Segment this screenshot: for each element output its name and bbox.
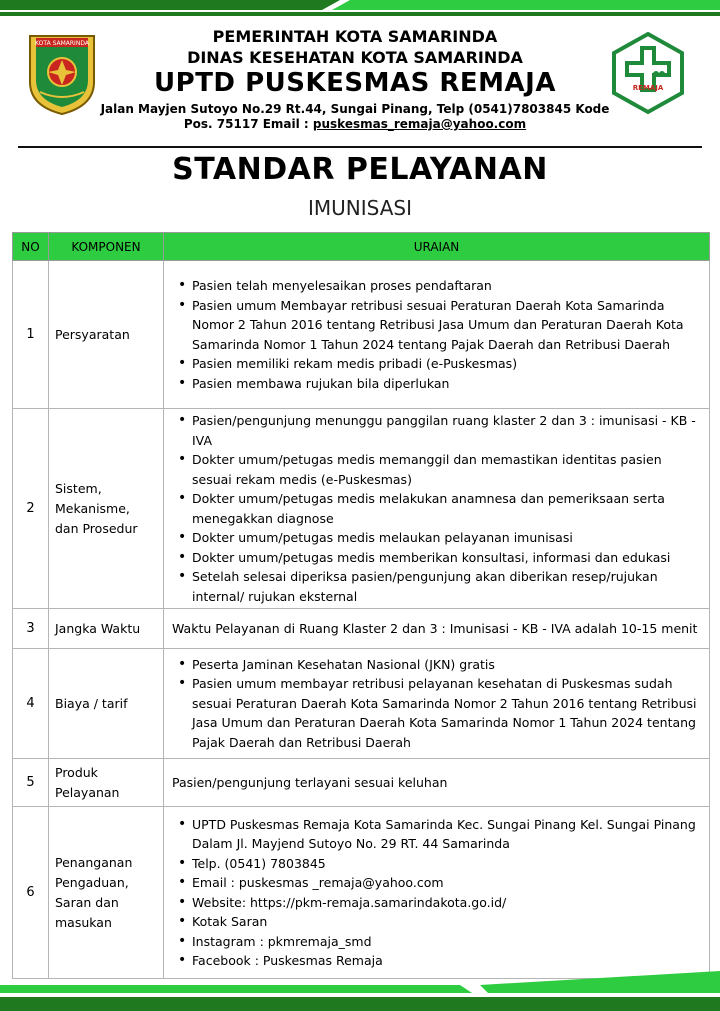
list-item: • UPTD Puskesmas Remaja Kota Samarinda Kec. Sungai Pinang Kel. Sungai Pinang Dalam Jl. Mayjend Sutoyo No. 29 RT. 44 Samarinda: [172, 815, 701, 854]
list-item: • Dokter umum/petugas medis memberikan konsultasi, informasi dan edukasi: [172, 548, 701, 568]
letterhead: [0, 20, 720, 148]
list-item: • Pasien/pengunjung menunggu panggilan ruang klaster 2 dan 3 : imunisasi - KB - IVA: [172, 411, 701, 450]
institution-name: UPTD PUSKESMAS REMAJA: [154, 68, 556, 98]
row-number: 6: [13, 807, 49, 979]
list-item: • Pasien umum membayar retribusi pelayanan kesehatan di Puskesmas sudah sesuai Peraturan Daerah Kota Samarinda Nomor 2 Tahun 2016 tentang Retribusi Jasa Umum dan Peraturan Daerah Kota Samarinda Nomor 1 Tahun 2024 tentang Pajak Daerah dan Retribusi Daerah: [172, 674, 701, 752]
logo-lettering: REMAJA: [632, 84, 664, 92]
table-row-persyaratan: [13, 261, 710, 409]
table-row-prosedur: [13, 409, 710, 609]
kota-samarinda-crest-icon: [24, 30, 100, 116]
table-row-pengaduan: [13, 807, 710, 979]
header-uraian: URAIAN: [164, 233, 710, 261]
row-description: [164, 807, 710, 979]
list-item: • Kotak Saran: [172, 912, 701, 932]
row-number: 3: [13, 609, 49, 649]
department-name: DINAS KESEHATAN KOTA SAMARINDA: [187, 48, 523, 67]
table-row-biaya: [13, 649, 710, 759]
header-komponen: KOMPONEN: [49, 233, 164, 261]
row-description: [164, 261, 710, 409]
table-header-row: [13, 233, 710, 261]
row-component: Jangka Waktu: [49, 609, 164, 649]
header-divider: [18, 146, 702, 148]
letterhead-text: [100, 26, 610, 132]
header-no: NO: [13, 233, 49, 261]
list-item: • Peserta Jaminan Kesehatan Nasional (JKN) gratis: [172, 655, 701, 675]
table-row-produk: [13, 759, 710, 807]
row-component: Penanganan Pengaduan, Saran dan masukan: [49, 807, 164, 979]
row-component: Biaya / tarif: [49, 649, 164, 759]
row-description: Pasien/pengunjung terlayani sesuai keluhan: [164, 759, 710, 807]
row-component: Produk Pelayanan: [49, 759, 164, 807]
email-link[interactable]: puskesmas_remaja@yahoo.com: [312, 117, 527, 131]
address: [100, 102, 610, 132]
row-number: 1: [13, 261, 49, 409]
crest-lettering: KOTA SAMARINDA: [35, 40, 89, 47]
row-number: 5: [13, 759, 49, 807]
list-item: • Telp. (0541) 7803845: [172, 854, 701, 874]
address-line-1: Jalan Mayjen Sutoyo No.29 Rt.44, Sungai Pinang, Telp (0541)7803845 Kode: [100, 102, 610, 116]
list-item: • Setelah selesai diperiksa pasien/pengunjung akan diberikan resep/rujukan internal/ rujukan eksternal: [172, 567, 701, 606]
row-number: 2: [13, 409, 49, 609]
address-line-2: [100, 117, 610, 132]
row-component: Persyaratan: [49, 261, 164, 409]
page-subtitle: IMUNISASI: [308, 196, 412, 220]
list-item: • Dokter umum/petugas medis melaukan pelayanan imunisasi: [172, 528, 701, 548]
list-item[interactable]: • Website: https://pkm-remaja.samarindakota.go.id/: [172, 893, 701, 913]
table-row-jangka-waktu: [13, 609, 710, 649]
row-component: Sistem, Mekanisme, dan Prosedur: [49, 409, 164, 609]
list-item: • Pasien telah menyelesaikan proses pendaftaran: [172, 276, 701, 296]
government-name: PEMERINTAH KOTA SAMARINDA: [212, 27, 498, 46]
puskesmas-remaja-logo-icon: [610, 30, 686, 116]
list-item: • Pasien memiliki rekam medis pribadi (e-Puskesmas): [172, 354, 701, 374]
list-item: • Pasien membawa rujukan bila diperlukan: [172, 374, 701, 394]
row-description: Waktu Pelayanan di Ruang Klaster 2 dan 3 : Imunisasi - KB - IVA adalah 10-15 menit: [164, 609, 710, 649]
list-item: • Instagram : pkmremaja_smd: [172, 932, 701, 952]
row-description: [164, 649, 710, 759]
list-item: • Dokter umum/petugas medis melakukan anamnesa dan pemeriksaan serta menegakkan diagnose: [172, 489, 701, 528]
row-number: 4: [13, 649, 49, 759]
bottom-decorative-stripes: [0, 971, 720, 1011]
top-decorative-stripes: [0, 0, 720, 18]
address-line-2-prefix: Pos. 75117 Email :: [183, 117, 313, 131]
list-item: • Dokter umum/petugas medis memanggil dan memastikan identitas pasien sesuai rekam medis (e-Puskesmas): [172, 450, 701, 489]
page-title: STANDAR PELAYANAN: [172, 152, 548, 187]
list-item: • Pasien umum Membayar retribusi sesuai Peraturan Daerah Kota Samarinda Nomor 2 Tahun 2016 tentang Retribusi Jasa Umum dan Peraturan Daerah Kota Samarinda Nomor 1 Tahun 2024 tentang Pajak Daerah dan Retribusi Daerah: [172, 296, 701, 355]
list-item: • Email : puskesmas _remaja@yahoo.com: [172, 873, 701, 893]
service-standard-table: [12, 232, 710, 979]
list-item: • Facebook : Puskesmas Remaja: [172, 951, 701, 971]
row-description: [164, 409, 710, 609]
